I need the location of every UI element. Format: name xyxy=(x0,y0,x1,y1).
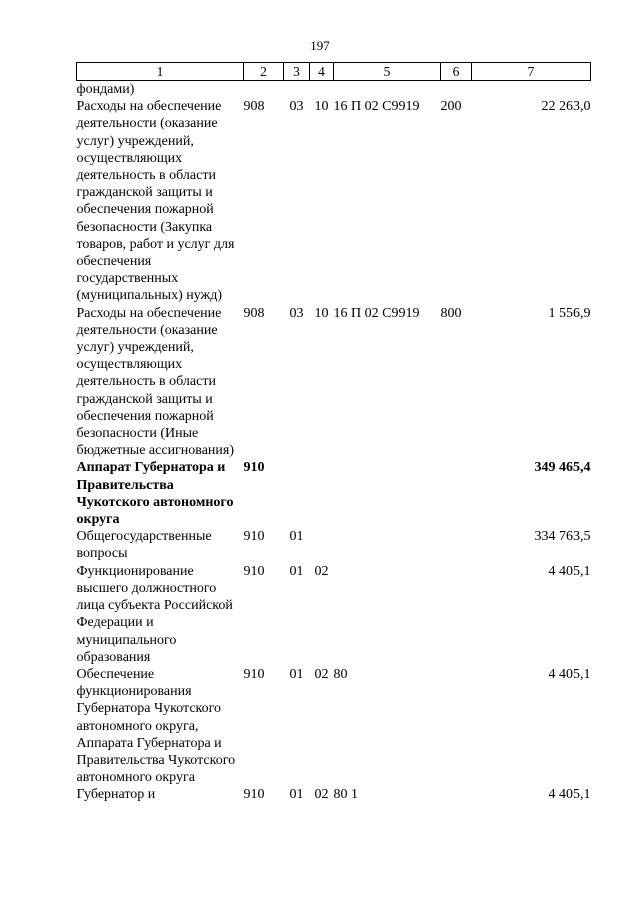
row-subsection: 02 xyxy=(314,563,329,579)
row-type xyxy=(441,459,472,528)
table-row xyxy=(77,666,591,786)
row-subsection xyxy=(310,528,334,562)
row-ministry: 908 xyxy=(243,305,265,321)
budget-table xyxy=(76,62,591,804)
row-target xyxy=(334,81,441,99)
row-target: 80 1 xyxy=(333,787,358,803)
table-row xyxy=(77,528,591,562)
row-section: 01 xyxy=(289,563,304,579)
row-type xyxy=(441,563,472,666)
row-target xyxy=(334,528,441,562)
row-section: 01 xyxy=(289,666,304,682)
row-ministry: 910 xyxy=(243,787,265,803)
row-type: 200 xyxy=(440,99,462,115)
row-ministry: 910 xyxy=(243,529,265,545)
row-type xyxy=(441,666,472,786)
row-ministry: 910 xyxy=(243,666,265,682)
table-row xyxy=(77,81,591,99)
row-name: Расходы на обеспечение деятельности (оказание услуг) учреждений, осуществляющих деятельность в области гражданской защиты и обеспечения пожарной безопасности (Иные бюджетные ассигнования) xyxy=(76,305,235,459)
table-row xyxy=(77,305,591,460)
row-name: Функционирование высшего должностного лица субъекта Российской Федерации и муниципального образования xyxy=(76,563,233,665)
row-section: 01 xyxy=(289,787,304,803)
row-amount: 22 263,0 xyxy=(541,99,591,115)
row-amount: 1 556,9 xyxy=(548,305,591,321)
header-cell-target: 5 xyxy=(334,63,441,81)
header-cell-name: 1 xyxy=(77,63,244,81)
row-section: 03 xyxy=(289,305,304,321)
row-type xyxy=(441,786,472,803)
header-row xyxy=(77,63,591,81)
row-ministry: 908 xyxy=(243,99,265,115)
row-target: 80 xyxy=(333,666,348,682)
row-name: Обеспечение функционирования Губернатора Чукотского автономного округа, Аппарата Губернатора и Правительства Чукотского автономного округа xyxy=(76,666,236,786)
row-target: 16 П 02 С9919 xyxy=(333,99,420,115)
row-amount: 4 405,1 xyxy=(548,563,591,579)
row-name: Общегосударственные вопросы xyxy=(76,529,212,562)
row-section xyxy=(284,459,310,528)
row-type xyxy=(441,81,472,99)
table-row xyxy=(77,98,591,304)
row-subsection: 02 xyxy=(314,787,329,803)
row-section: 03 xyxy=(289,99,304,115)
row-amount: 349 465,4 xyxy=(534,460,591,476)
table-row xyxy=(77,459,591,528)
row-target xyxy=(334,563,441,666)
row-ministry: 910 xyxy=(243,460,265,476)
row-subsection: 10 xyxy=(314,99,329,115)
row-ministry xyxy=(244,81,284,99)
row-section xyxy=(284,81,310,99)
row-type: 800 xyxy=(440,305,462,321)
row-type xyxy=(441,528,472,562)
page-number: 197 xyxy=(310,38,330,53)
row-amount xyxy=(472,81,591,99)
row-subsection: 10 xyxy=(314,305,329,321)
row-name: Аппарат Губернатора и Правительства Чукотского автономного округа xyxy=(76,460,234,528)
header-cell-section: 3 xyxy=(284,63,310,81)
row-name: Расходы на обеспечение деятельности (оказание услуг) учреждений, осуществляющих деятельность в области гражданской защиты и обеспечения пожарной безопасности (Закупка товаров, работ и услуг для обеспечения государственных (муниципальных) нужд) xyxy=(76,99,235,304)
table-row xyxy=(77,563,591,666)
row-subsection xyxy=(310,459,334,528)
row-ministry: 910 xyxy=(243,563,265,579)
row-name: Губернатор и xyxy=(76,787,156,803)
row-subsection xyxy=(310,81,334,99)
header-cell-subsection: 4 xyxy=(310,63,334,81)
row-target: 16 П 02 С9919 xyxy=(333,305,420,321)
row-subsection: 02 xyxy=(314,666,329,682)
row-target xyxy=(334,459,441,528)
row-section: 01 xyxy=(289,529,304,545)
header-cell-type: 6 xyxy=(441,63,472,81)
table-row xyxy=(77,786,591,803)
row-amount: 334 763,5 xyxy=(534,529,591,545)
row-amount: 4 405,1 xyxy=(548,666,591,682)
header-cell-ministry: 2 xyxy=(244,63,284,81)
row-name: фондами) xyxy=(76,82,135,97)
header-cell-amount: 7 xyxy=(472,63,591,81)
row-amount: 4 405,1 xyxy=(548,787,591,803)
